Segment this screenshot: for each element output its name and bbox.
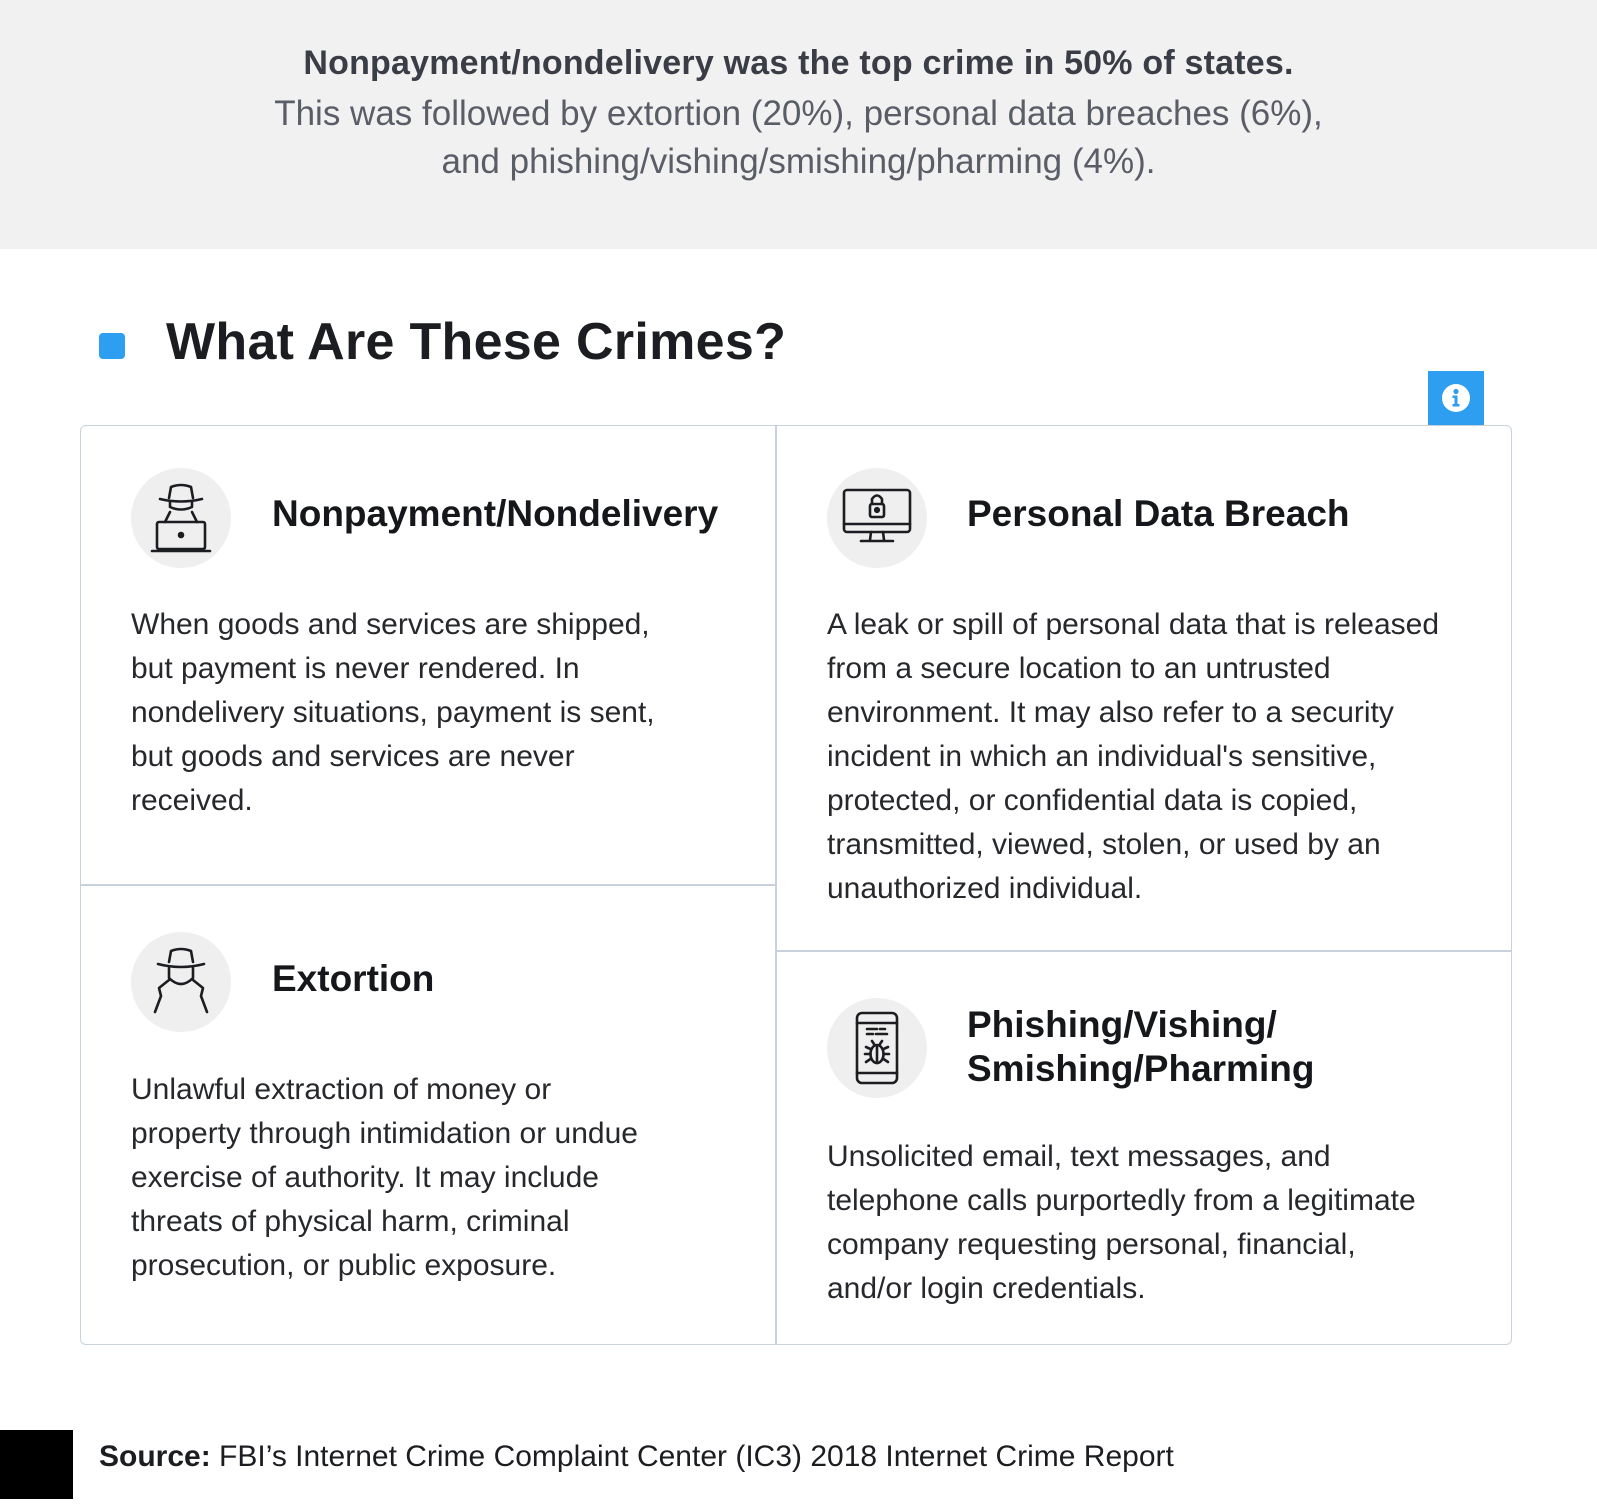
source-text: FBI’s Internet Crime Complaint Center (IC3) 2018 Internet Crime Report bbox=[210, 1440, 1174, 1473]
info-icon[interactable] bbox=[1428, 371, 1484, 425]
hacker-laptop-icon bbox=[131, 468, 231, 568]
heading-square-marker bbox=[99, 333, 125, 359]
banner-subtext-line-2: and phishing/vishing/smishing/pharming (4%). bbox=[441, 142, 1156, 181]
grid-vertical-divider bbox=[775, 426, 777, 1344]
card-title-data-breach: Personal Data Breach bbox=[967, 493, 1350, 534]
banner-subtext-line-1: This was followed by extortion (20%), personal data breaches (6%), bbox=[274, 94, 1323, 133]
monitor-lock-icon bbox=[827, 468, 927, 568]
source-citation bbox=[99, 1440, 1174, 1474]
card-title-nonpayment: Nonpayment/Nondelivery bbox=[272, 493, 719, 534]
card-body-nonpayment: When goods and services are shipped, but payment is never rendered. In nondelivery situations, payment is sent, but goods and services are never received. bbox=[131, 608, 655, 817]
section-title: What Are These Crimes? bbox=[166, 313, 787, 371]
grid-right-divider bbox=[776, 950, 1511, 952]
card-body-phishing: Unsolicited email, text messages, and telephone calls purportedly from a legitimate company requesting personal, financial, and/or login credentials. bbox=[827, 1140, 1416, 1305]
summary-banner bbox=[0, 0, 1597, 249]
grid-left-divider bbox=[81, 884, 775, 886]
banner-headline: Nonpayment/nondelivery was the top crime in 50% of states. bbox=[303, 44, 1294, 82]
source-label: Source: bbox=[99, 1440, 211, 1473]
card-title-phishing: Phishing/Vishing/ Smishing/Pharming bbox=[967, 1004, 1315, 1089]
hacker-icon bbox=[131, 932, 231, 1032]
card-body-data-breach: A leak or spill of personal data that is released from a secure location to an untrusted environment. It may also refer to a security incident in which an individual's sensitive, protected, or confidential data is copied, transmitted, viewed, stolen, or used by an unauthorized individual. bbox=[827, 608, 1440, 905]
card-body-extortion: Unlawful extraction of money or property through intimidation or undue exercise of authority. It may include threats of physical harm, criminal prosecution, or public exposure. bbox=[131, 1073, 638, 1282]
source-marker-block bbox=[0, 1430, 73, 1499]
card-title-extortion: Extortion bbox=[272, 958, 435, 999]
phone-bug-icon bbox=[827, 998, 927, 1098]
